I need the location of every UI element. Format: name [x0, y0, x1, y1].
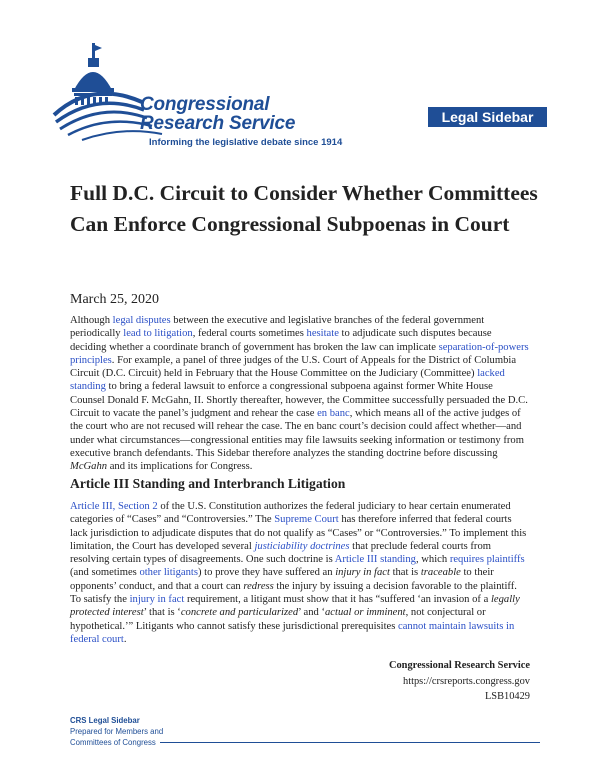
paragraph-text: ’ that is ‘ [143, 607, 181, 619]
hyperlink[interactable]: hesitate [306, 328, 339, 340]
intro-paragraph [70, 314, 530, 474]
hyperlink[interactable]: Article III, Section 2 [70, 501, 158, 512]
hyperlink[interactable]: legal disputes [112, 315, 171, 326]
section-heading: Article III Standing and Interbranch Litigation [70, 476, 346, 491]
footer-rule [160, 742, 540, 743]
paragraph-text: requirement, a litigant must show that it has “suffered ‘an invasion of a [184, 594, 491, 606]
hyperlink[interactable]: lacked standing [70, 368, 505, 393]
paragraph-text: has therefore inferred that federal courts lack jurisdiction to adjudicate disputes that do not qualify as “Cases” or “Controversies.” To implement this limitation, the Court has developed several [70, 514, 527, 552]
paragraph-text: the injury by issuing a decision favorable to the plaintiff. To satisfy the [70, 580, 517, 606]
paragraph-text: McGahn [70, 461, 108, 473]
paragraph-text: , which means all of the active judges of the court who are not recused will rehear the case. The en banc court’s decision could affect whether—and under what circumstances—congressional entities may file lawsuits seeking information or testimony from executive branch defendants. This Sidebar therefore analyzes the standing doctrine before discussing [70, 408, 524, 459]
signature-org: Congressional Research Service [388, 660, 530, 671]
section-paragraph [70, 500, 530, 646]
paragraph-text: (and sometimes [70, 567, 140, 579]
hyperlink[interactable]: cannot maintain lawsuits in federal court [70, 620, 515, 645]
paragraph-text: and its implications for Congress. [107, 461, 253, 473]
paragraph-text: ’ and ‘ [298, 607, 325, 619]
paragraph-text: that preclude federal courts from resolving certain types of disagreements. One such doctrine is [70, 540, 491, 566]
paragraph-text: between the executive and legislative branches of the federal government periodically [70, 315, 485, 340]
legal-sidebar-badge: Legal Sidebar [428, 107, 547, 127]
hyperlink[interactable]: other litigants [139, 567, 198, 579]
paragraph-text: to bring a federal lawsuit to enforce a congressional subpoena against former White House Counsel Donald F. McGahn, II. Shortly thereafter, however, the Committee successfully persuaded the D.C. Circuit to vacate the panel’s judgment and rehear the case [70, 381, 528, 420]
org-name-line2: Research Service [140, 113, 296, 134]
paragraph-text: concrete and particularized [180, 607, 299, 619]
page-title: Full D.C. Circuit to Consider Whether Committees Can Enforce Congressional Subpoenas in Court [70, 181, 538, 236]
paragraph-text: actual or imminent [325, 607, 406, 619]
paragraph-text: legally protected interest [70, 594, 520, 619]
org-tagline: Informing the legislative debate since 1914 [149, 137, 343, 148]
paragraph-text: to adjudicate such disputes because deciding whether a coordinate branch of government has broken the law can implicate [70, 328, 492, 353]
paragraph-text: that is [389, 567, 421, 579]
crs-logo [52, 40, 343, 148]
paragraph-text: . [123, 633, 127, 645]
signature-url: https://crsreports.congress.gov [403, 676, 530, 687]
org-name-line1: Congressional [140, 94, 270, 115]
paragraph-text: traceable [420, 567, 461, 579]
hyperlink[interactable]: Supreme Court [274, 514, 339, 526]
footer-label: CRS Legal Sidebar [70, 716, 140, 725]
paragraph-text: , not conjectural or hypothetical.’” Litigants who cannot satisfy these jurisdictional prerequisites [70, 607, 486, 632]
hyperlink[interactable]: lead to litigation [123, 328, 193, 340]
paragraph-text: . For example, a panel of three judges of the U.S. Court of Appeals for the District of Columbia Circuit (D.C. Circuit) held in February that the House Committee on the Judiciary (Committee) [70, 354, 517, 380]
paragraph-text: injury in fact [335, 567, 390, 579]
paragraph-text: Although [70, 315, 113, 326]
hyperlink[interactable]: separation-of-powers principles [70, 341, 529, 366]
hyperlink[interactable]: Article III standing [334, 554, 416, 566]
hyperlink[interactable]: justiciability doctrines [254, 540, 350, 552]
paragraph-text: to their opponents’ conduct, and that a court can [70, 567, 494, 592]
paragraph-text: ) to prove they have suffered an [198, 567, 336, 579]
hyperlink[interactable]: injury in fact [129, 594, 185, 606]
hyperlink[interactable]: requires plaintiffs [449, 554, 525, 566]
paragraph-text: , federal courts sometimes [192, 328, 307, 340]
publication-date: March 25, 2020 [70, 292, 160, 307]
report-code: LSB10429 [484, 691, 530, 702]
footer-line-3: Committees of Congress [70, 738, 156, 747]
paragraph-text: redress [243, 580, 274, 592]
paragraph-text: , which [415, 554, 450, 566]
paragraph-text: of the U.S. Constitution authorizes the federal judiciary to hear certain enumerated categories of “Cases” and “Controversies.” The [70, 501, 511, 526]
hyperlink[interactable]: en banc [317, 408, 350, 420]
footer-line-2: Prepared for Members and [70, 727, 164, 736]
